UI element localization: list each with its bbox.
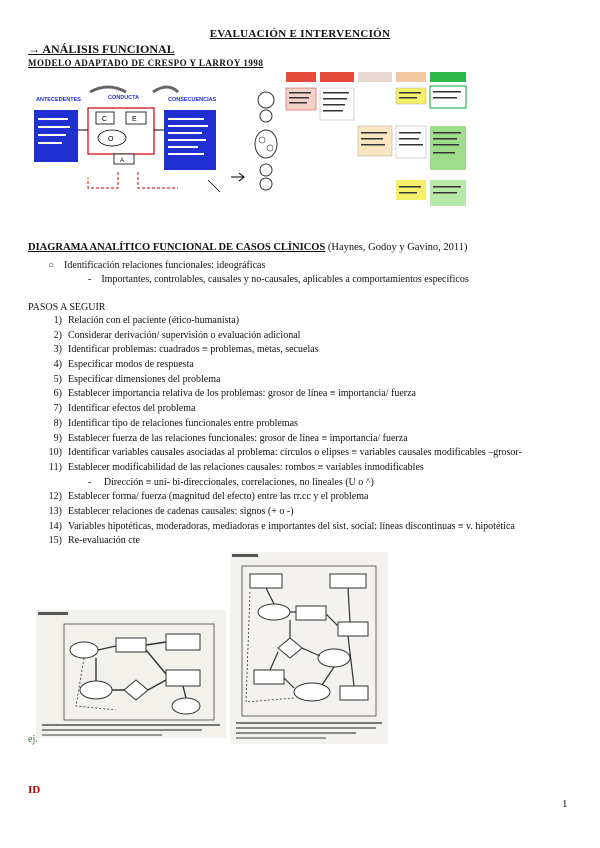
step-item: 11) Establecer modificabilidad de las relaciones causales: rombos ≡ variables inmodificables (49, 461, 424, 473)
o-box-label: O (108, 136, 114, 143)
steps-list (28, 314, 588, 549)
step-item: 1) Relación con el paciente (ético-humanista) (53, 315, 240, 326)
document-title: EVALUACIÓN E INTERVENCIÓN (209, 28, 391, 40)
process-circles-figure (252, 72, 282, 192)
section-heading: → ANÁLISIS FUNCIONAL (28, 42, 175, 56)
step-item: 7) Identificar efectos del problema (53, 403, 196, 415)
sub-bullet-item: - Importantes, controlables, causales y no-causales, aplicables a comportamientos específicos (88, 274, 469, 285)
functional-model-diagram (28, 80, 223, 198)
step-item: 14) Variables hipotéticas, moderadoras, mediadoras e importantes del sist. social: líneas discontinuas ≡ v. hipotética (48, 520, 515, 532)
diagram-heading: DIAGRAMA ANALÍTICO FUNCIONAL DE CASOS CLÍNICOS (Haynes, Godoy y Gavino, 2011) (28, 242, 468, 253)
page-number: 1 (562, 798, 568, 810)
example-diagram-1 (36, 610, 226, 738)
step-sub-item: - Dirección ≡ uni- bi-direccionales, correlaciones, no lineales (U o ^) (88, 476, 374, 488)
step-item: 12) Establecer forma/ fuerza (magnitud del efecto) entre las rr.cc y el problema (48, 491, 369, 503)
c-box-label: C (102, 116, 108, 123)
model-heading: MODELO ADAPTADO DE CRESPO Y LARROY 1998 (28, 58, 264, 68)
circle-bullet-icon: ○ (48, 260, 65, 271)
step-item: 8) Identificar tipo de relaciones funcionales entre problemas (53, 417, 298, 429)
step-item: 13) Establecer relaciones de cadenas causales: signos (+ o -) (48, 505, 294, 517)
step-item: 9) Establecer fuerza de las relaciones funcionales: grosor de línea ≡ importancia/ fuerza (53, 432, 408, 444)
variables-table-figure (282, 72, 468, 212)
step-item: 2) Considerar derivación/ supervisión o evaluación adicional (53, 329, 301, 341)
step-item: 6) Establecer importancia relativa de los problemas: grosor de línea ≡ importancia/ fuerza (53, 388, 416, 400)
antecedents-label: ANTECEDENTES (36, 97, 81, 103)
step-item: 3) Identificar problemas: cuadrados ≡ problemas, metas, secuelas (53, 344, 319, 356)
e-box-label: E (132, 116, 137, 123)
consequences-label: CONSECUENCIAS (168, 97, 217, 103)
id-label: ID (28, 784, 41, 796)
example-label: ej. (28, 734, 38, 745)
bullet-item: ○ Identificación relaciones funcionales: ideográficas (48, 260, 266, 271)
example-diagram-2 (230, 552, 388, 744)
step-item: 4) Especificar modos de respuesta (53, 359, 194, 371)
step-item: 15) Re-evaluación cte (48, 535, 140, 547)
a-box-label: A (120, 158, 125, 164)
steps-label: PASOS A SEGUIR (28, 302, 106, 313)
conduct-label: CONDUCTA (108, 95, 140, 101)
step-item: 5) Especificar dimensiones del problema (53, 373, 221, 385)
dash-bullet-icon: - (88, 274, 102, 285)
arrow-icon (230, 172, 246, 182)
step-item: 10) Identificar variables causales asociadas al problema: círculos o elipses ≡ variables causales modificables –grosor- (48, 447, 522, 459)
